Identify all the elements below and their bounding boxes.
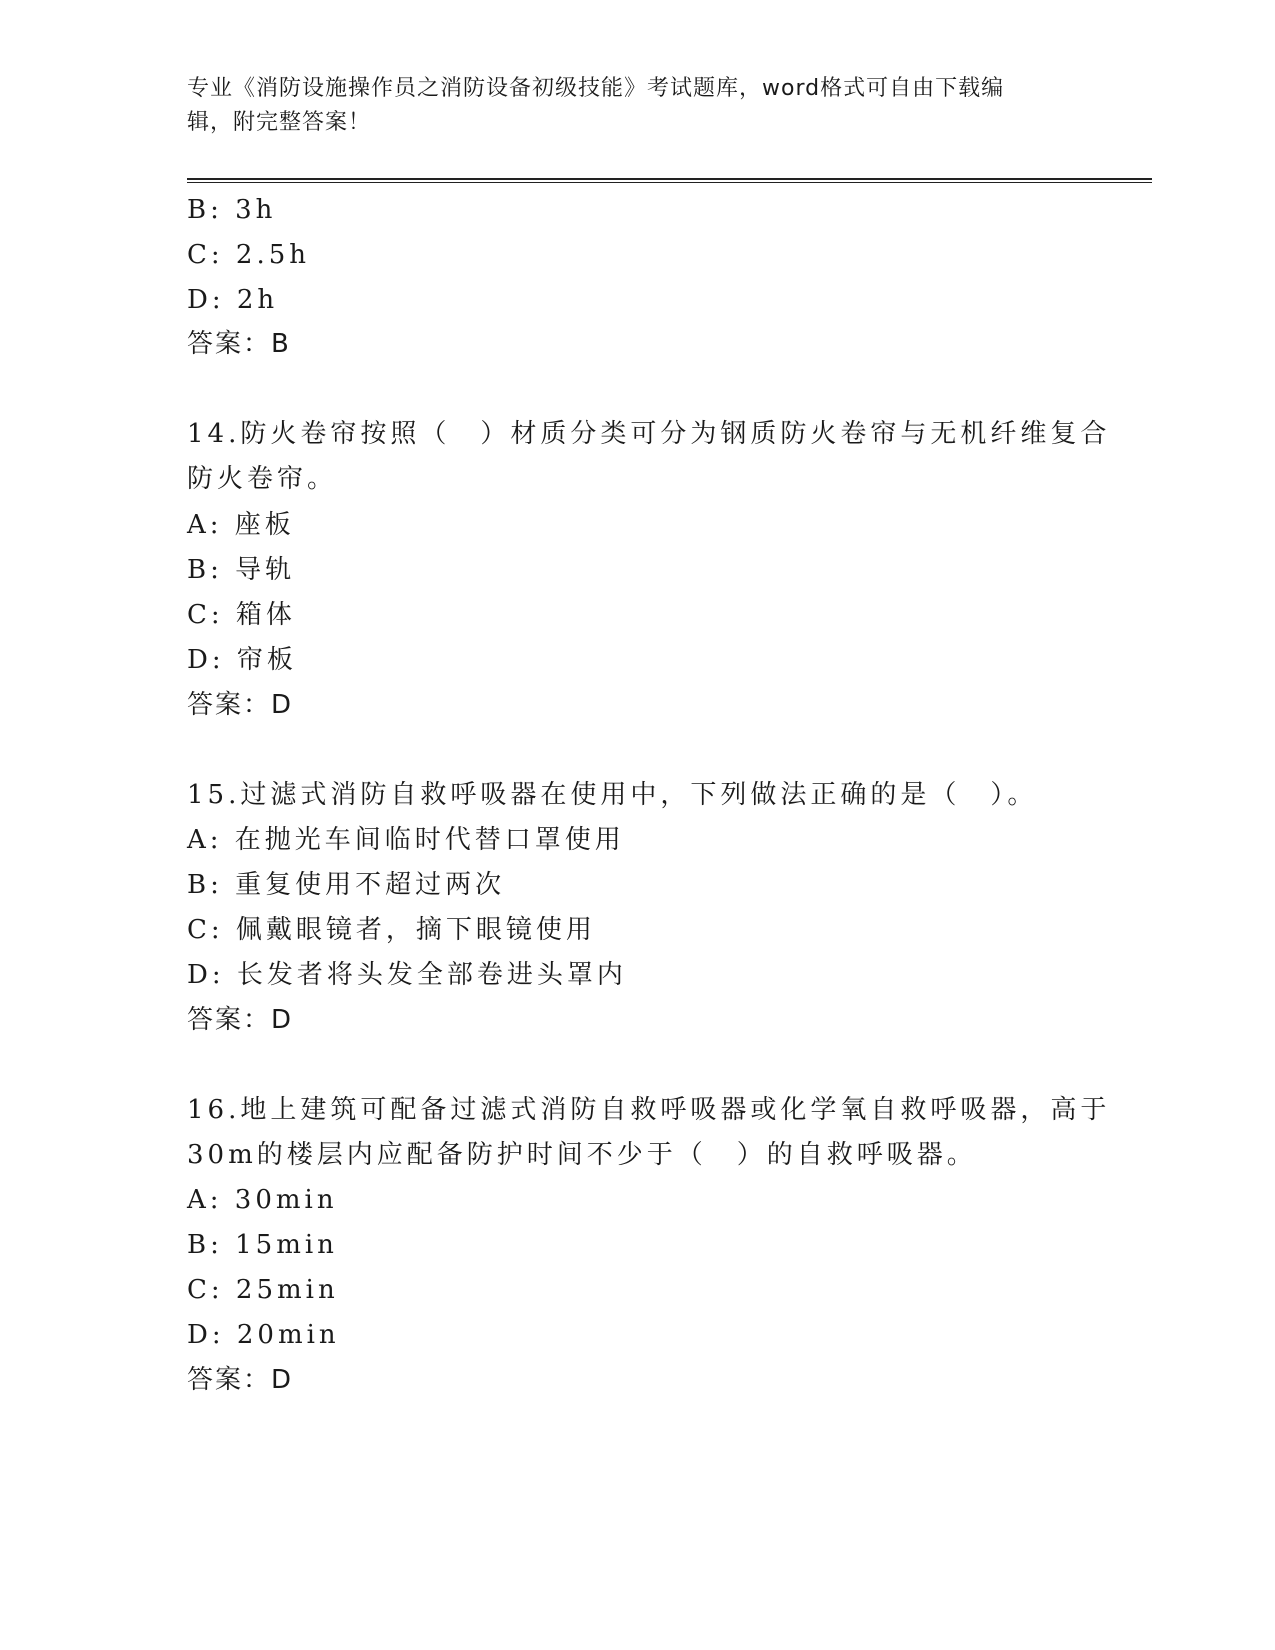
q16-stem-line-2: 30m的楼层内应配备防护时间不少于（ ）的自救呼吸器。 (187, 1140, 977, 1170)
q14-option-c: C: 箱体 (187, 600, 296, 630)
q13-option-b: B: 3h (187, 195, 277, 225)
header-divider (187, 178, 1152, 183)
header-text-line-2: 辑，附完整答案！ (187, 110, 372, 135)
q15-option-c: C: 佩戴眼镜者，摘下眼镜使用 (187, 915, 596, 945)
q14-option-d: D: 帘板 (187, 645, 297, 675)
q14-answer: 答案：D (187, 690, 294, 720)
q14-stem-line-2: 防火卷帘。 (187, 464, 338, 494)
q16-option-c: C: 25min (187, 1275, 339, 1305)
q13-answer: 答案：B (187, 329, 291, 359)
q14-option-b: B: 导轨 (187, 555, 296, 585)
q15-answer: 答案：D (187, 1005, 294, 1035)
q15-stem-line-1: 15.过滤式消防自救呼吸器在使用中，下列做法正确的是（ ）。 (187, 780, 1038, 810)
q16-answer: 答案：D (187, 1365, 294, 1395)
q13-option-c: C: 2.5h (187, 240, 311, 270)
q13-option-d: D: 2h (187, 285, 279, 315)
q15-option-d: D: 长发者将头发全部卷进头罩内 (187, 960, 627, 990)
q16-stem-line-1: 16.地上建筑可配备过滤式消防自救呼吸器或化学氧自救呼吸器，高于 (187, 1095, 1111, 1125)
q16-option-b: B: 15min (187, 1230, 338, 1260)
q16-option-d: D: 20min (187, 1320, 340, 1350)
q14-stem-line-1: 14.防火卷帘按照（ ）材质分类可分为钢质防火卷帘与无机纤维复合 (187, 419, 1111, 449)
header-text-line-1: 专业《消防设施操作员之消防设备初级技能》考试题库，word格式可自由下载编 (187, 76, 1005, 101)
q15-option-a: A: 在抛光车间临时代替口罩使用 (187, 825, 625, 855)
q15-option-b: B: 重复使用不超过两次 (187, 870, 506, 900)
q16-option-a: A: 30min (187, 1185, 338, 1215)
q14-option-a: A: 座板 (187, 510, 295, 540)
